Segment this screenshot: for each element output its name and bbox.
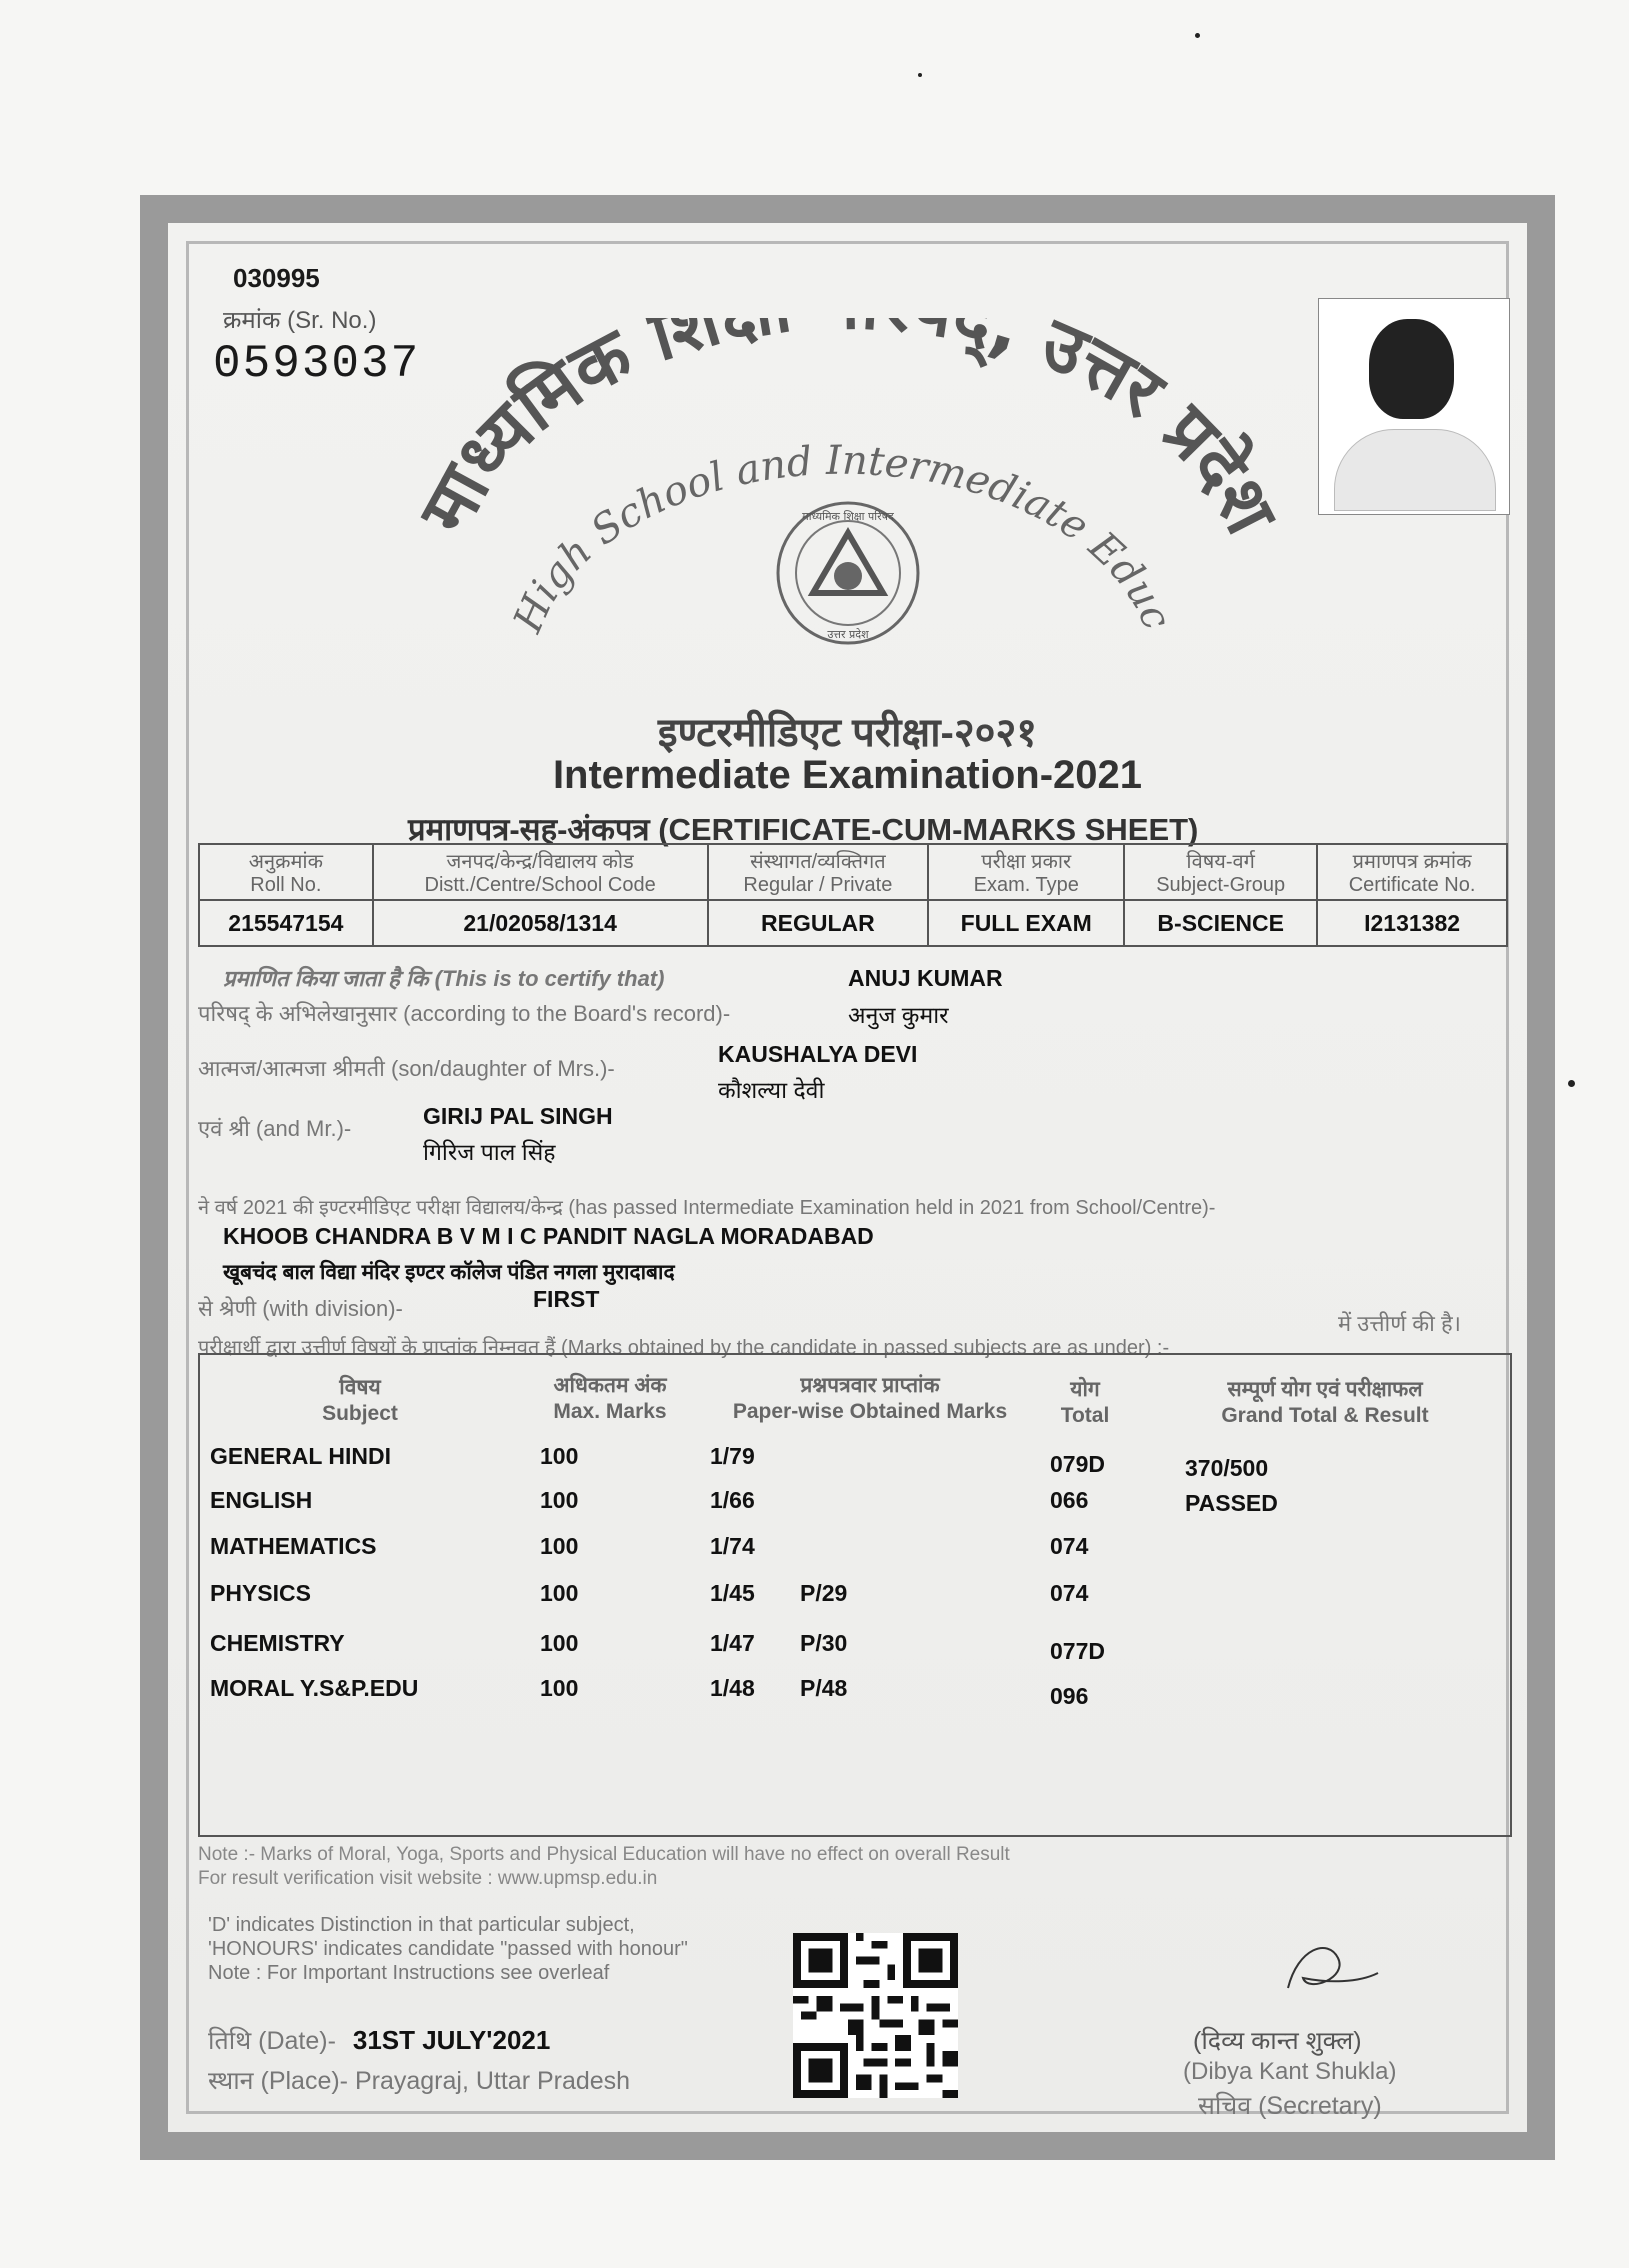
paper1-marks: 1/79 [710,1443,755,1469]
certificate-sheet [140,195,1555,2160]
grand-total: 370/500 [1185,1455,1269,1481]
max-marks: 100 [540,1487,579,1513]
legend-notes [208,1913,688,1985]
paper1-marks: 1/74 [710,1533,755,1559]
secretary-signature [1268,1928,1388,2008]
signature-svg [1268,1928,1388,2008]
subject-name: GENERAL HINDI [210,1443,392,1469]
passed-line: ने वर्ष 2021 की इण्टरमीडिएट परीक्षा विद्यालय/केन्द्र (has passed Intermediate Examination held in 2021 from School/Centre)- [198,1197,1216,1219]
secretary-name-hi: (दिव्य कान्त शुक्ल) [1193,2027,1362,2055]
father-label: एवं श्री (and Mr.)- [198,1116,352,1141]
result-status: PASSED [1185,1490,1278,1516]
paper-speck [1195,33,1200,38]
issue-date-row [208,2023,550,2057]
exam-type: FULL EXAM [928,900,1124,946]
info-value-row [199,900,1507,946]
exam-title-english: Intermediate Examination-2021 [552,753,1143,797]
secretary-name-en: (Dibya Kant Shukla) [1183,2058,1397,2085]
paper-speck [918,73,922,77]
marks-header-total: योग Total [1060,1378,1110,1427]
school-name-hi: खूबचंद बाल विद्या मंदिर इण्टर कॉलेज पंडित नगला मुरादाबाद [223,1261,675,1284]
info-header-type: संस्थागत/व्यक्तिगत Regular / Private [708,844,929,900]
marks-row [200,1675,1510,1715]
subject-total: 079D [1050,1451,1105,1477]
info-header-cert: प्रमाणपत्र क्रमांक Certificate No. [1317,844,1507,900]
candidate-photo [1318,298,1510,515]
paper2-marks: P/48 [800,1675,848,1701]
certify-line: प्रमाणित किया जाता है कि (This is to certify that) [223,966,665,991]
issue-place-row [208,2063,630,2097]
paper1-marks: 1/48 [710,1675,755,1701]
max-marks: 100 [540,1533,579,1559]
subject-total: 074 [1050,1533,1089,1559]
max-marks: 100 [540,1580,579,1606]
legend-distinction: 'D' indicates Distinction in that particular subject, [208,1914,635,1936]
svg-text:उत्तर प्रदेश: उत्तर प्रदेश [827,628,869,641]
marks-header-max: अधिकतम अंक Max. Marks [553,1374,667,1423]
father-name-en: GIRIJ PAL SINGH [423,1103,613,1129]
board-seal-svg [773,498,923,648]
board-seal [773,498,923,648]
note-moral: Note :- Marks of Moral, Yoga, Sports and Physical Education will have no effect on overall Result [198,1844,1010,1865]
marks-table [198,1353,1512,1837]
paper2-marks: P/30 [800,1630,848,1656]
board-name-english: High School and Intermediate Educ [504,437,1180,639]
paper1-marks: 1/45 [710,1580,755,1606]
info-header-code: जनपद/केन्द्र/विद्यालय कोड Distt./Centre/School Code [373,844,708,900]
issue-place: Prayagraj, Uttar Pradesh [354,2067,631,2095]
certificate-number: I2131382 [1317,900,1507,946]
date-label: तिथि (Date)- [208,2027,336,2055]
father-name-hi: गिरिज पाल सिंह [423,1139,556,1165]
subject-name: MATHEMATICS [210,1533,377,1559]
mother-name-hi: कौशल्या देवी [718,1077,825,1103]
marks-row [200,1630,1510,1670]
serial-number: 0593037 [213,338,421,390]
info-header-roll: अनुक्रमांक Roll No. [199,844,373,900]
info-table [198,843,1508,947]
marks-row [200,1580,1510,1620]
subject-group: B-SCIENCE [1124,900,1317,946]
paper2-marks: P/29 [800,1580,848,1606]
marks-header-subject: विषय Subject [322,1376,398,1425]
marks-row [200,1487,1510,1527]
paper1-marks: 1/47 [710,1630,755,1656]
certificate-subtitle: प्रमाणपत्र-सह-अंकपत्र (CERTIFICATE-CUM-MARKS SHEET) [408,812,1199,847]
roll-number: 215547154 [199,900,373,946]
subject-name: PHYSICS [210,1580,311,1606]
subject-name: CHEMISTRY [210,1630,345,1656]
max-marks: 100 [540,1675,579,1701]
candidate-name-en: ANUJ KUMAR [848,965,1003,991]
secretary-role: सचिव (Secretary) [1198,2092,1382,2120]
subject-name: ENGLISH [210,1487,313,1513]
candidate-type: REGULAR [708,900,929,946]
division-value: FIRST [533,1286,600,1312]
subject-total: 074 [1050,1580,1089,1606]
info-header-exam: परीक्षा प्रकार Exam. Type [928,844,1124,900]
division-label: से श्रेणी (with division)- [198,1296,403,1321]
school-name-en: KHOOB CHANDRA B V M I C PANDIT NAGLA MORADABAD [223,1223,874,1249]
serial-label: क्रमांक (Sr. No.) [223,307,377,334]
paper-speck [1568,1080,1575,1087]
record-line: परिषद् के अभिलेखानुसार (according to the Board's record)- [198,1001,731,1026]
issue-date: 31ST JULY'2021 [352,2025,551,2055]
note-verification: For result verification visit website : www.upmsp.edu.in [198,1868,658,1889]
marks-row [200,1533,1510,1573]
marks-header-paperwise: प्रश्नपत्रवार प्राप्तांक Paper-wise Obtained Marks [732,1374,1008,1423]
school-code: 21/02058/1314 [373,900,708,946]
note-box [198,1843,1508,1899]
subject-total: 066 [1050,1487,1089,1513]
serial-top-code: 030995 [233,263,320,293]
legend-instructions: Note : For Important Instructions see overleaf [208,1962,610,1984]
marks-header-grand: सम्पूर्ण योग एवं परीक्षाफल Grand Total & Result [1221,1378,1429,1427]
candidate-name-hi: अनुज कुमार [848,1002,949,1028]
passed-suffix: में उत्तीर्ण की है। [1338,1311,1461,1336]
qr-code [793,1933,958,2098]
subject-total: 096 [1050,1683,1089,1709]
qr-code-svg [793,1933,958,2098]
mother-name-en: KAUSHALYA DEVI [718,1041,918,1067]
legend-honours: 'HONOURS' indicates candidate "passed with honour" [208,1938,688,1960]
max-marks: 100 [540,1443,579,1469]
subject-name: MORAL Y.S&P.EDU [210,1675,419,1701]
marks-intro-line: परीक्षार्थी द्वारा उत्तीर्ण विषयों के प्राप्तांक निम्नवत हैं (Marks obtained by the candidate in passed subjects are as under) :- [198,1337,1170,1359]
info-header-row [199,844,1507,900]
mother-label: आत्मज/आत्मजा श्रीमती (son/daughter of Mrs.)- [198,1056,615,1081]
subject-total: 077D [1050,1638,1105,1664]
place-label: स्थान (Place)- [208,2067,349,2095]
paper1-marks: 1/66 [710,1487,755,1513]
svg-text:माध्यमिक शिक्षा परिषद: माध्यमिक शिक्षा परिषद [802,510,894,523]
board-name-hindi: माध्यमिक शि , उत्तर प्रदेश [402,318,1288,547]
info-header-group: विषय-वर्ग Subject-Group [1124,844,1317,900]
exam-title-hindi: इण्टरमीडिएट परीक्षा-२०२१ [657,711,1038,755]
marks-row [200,1443,1510,1483]
max-marks: 100 [540,1630,579,1656]
